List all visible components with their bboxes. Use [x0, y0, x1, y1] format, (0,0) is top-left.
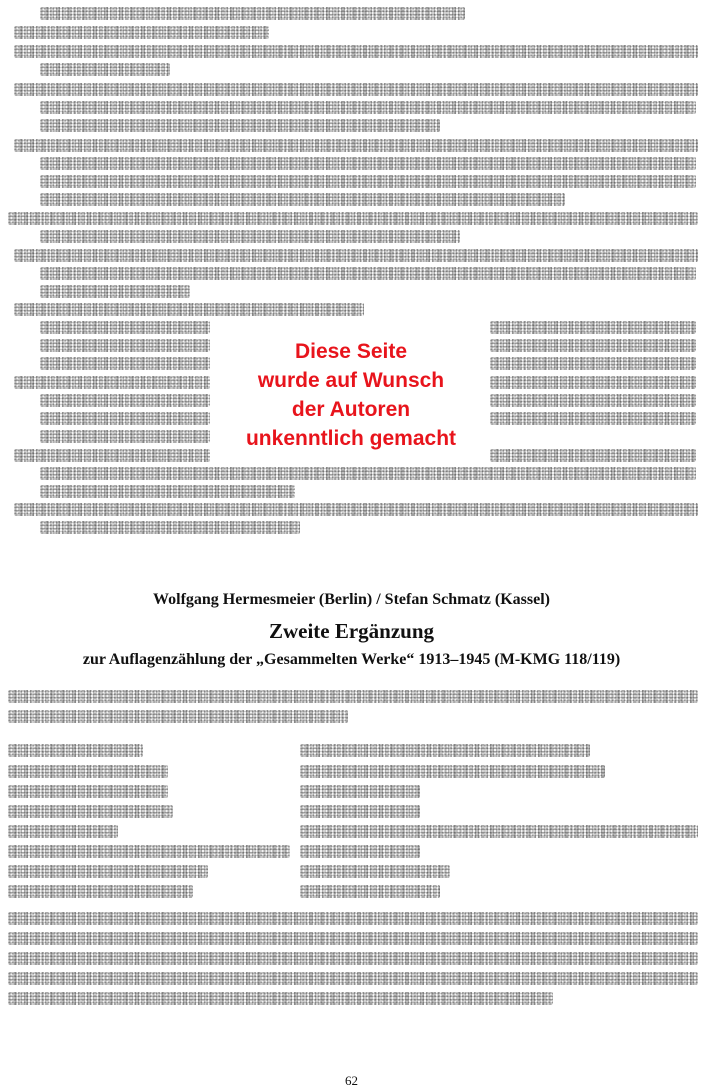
obscured-line — [40, 267, 696, 280]
obscured-line — [40, 230, 460, 243]
obscured-line — [40, 175, 696, 188]
obscured-list-left — [8, 825, 118, 838]
obscured-list-right — [300, 865, 450, 878]
notice-line-2: wurde auf Wunsch — [257, 369, 445, 392]
obscured-line — [14, 249, 698, 262]
obscured-line — [40, 193, 565, 206]
obscured-line — [40, 339, 210, 352]
obscured-line — [40, 357, 210, 370]
obscured-line — [490, 357, 696, 370]
obscured-line — [8, 932, 698, 945]
obscured-list-right — [300, 825, 698, 838]
obscured-list-left — [8, 845, 290, 858]
obscured-line — [40, 63, 170, 76]
obscured-line — [14, 83, 698, 96]
obscured-line — [490, 376, 696, 389]
obscured-line — [490, 321, 696, 334]
obscured-line — [40, 101, 696, 114]
obscured-line — [490, 394, 696, 407]
obscured-line — [490, 449, 696, 462]
obscured-line — [40, 430, 210, 443]
obscured-list-left — [8, 744, 143, 757]
notice-line-4: unkenntlich gemacht — [245, 427, 457, 450]
obscured-line — [40, 7, 465, 20]
obscured-line — [8, 212, 698, 225]
obscured-list-right — [300, 744, 590, 757]
obscured-line — [14, 26, 269, 39]
obscured-line — [14, 376, 210, 389]
obscured-line — [40, 119, 440, 132]
obscured-line — [14, 45, 698, 58]
notice-line-3: der Autoren — [291, 398, 411, 421]
obscured-list-right — [300, 765, 605, 778]
obscured-line — [8, 710, 348, 723]
article-authors: Wolfgang Hermesmeier (Berlin) / Stefan Schmatz (Kassel) — [153, 591, 550, 608]
obscured-line — [8, 690, 698, 703]
obscured-line — [8, 992, 553, 1005]
obscured-line — [40, 412, 210, 425]
obscured-line — [40, 521, 300, 534]
obscured-line — [8, 912, 698, 925]
obscured-list-left — [8, 865, 208, 878]
obscured-list-left — [8, 885, 193, 898]
obscured-line — [490, 339, 696, 352]
obscured-list-right — [300, 785, 420, 798]
obscured-line — [14, 503, 698, 516]
obscured-line — [14, 449, 210, 462]
obscured-line — [40, 157, 696, 170]
obscured-list-right — [300, 885, 440, 898]
obscured-list-left — [8, 805, 173, 818]
obscured-line — [8, 952, 698, 965]
obscured-line — [490, 412, 696, 425]
obscured-line — [14, 303, 364, 316]
obscured-line — [40, 485, 295, 498]
obscured-list-right — [300, 845, 420, 858]
page-number: 62 — [345, 1073, 358, 1088]
obscured-list-left — [8, 765, 168, 778]
obscured-line — [40, 394, 210, 407]
article-subtitle: zur Auflagenzählung der „Gesammelten Werke“ 1913–1945 (M-KMG 118/119) — [82, 651, 621, 668]
obscured-line — [8, 972, 698, 985]
article-title: Zweite Ergänzung — [268, 619, 435, 643]
obscured-list-left — [8, 785, 168, 798]
obscured-line — [40, 321, 210, 334]
obscured-line — [40, 467, 696, 480]
notice-line-1: Diese Seite — [294, 340, 408, 363]
obscured-line — [14, 139, 698, 152]
redaction-notice — [216, 334, 486, 456]
obscured-line — [40, 285, 190, 298]
obscured-list-right — [300, 805, 420, 818]
